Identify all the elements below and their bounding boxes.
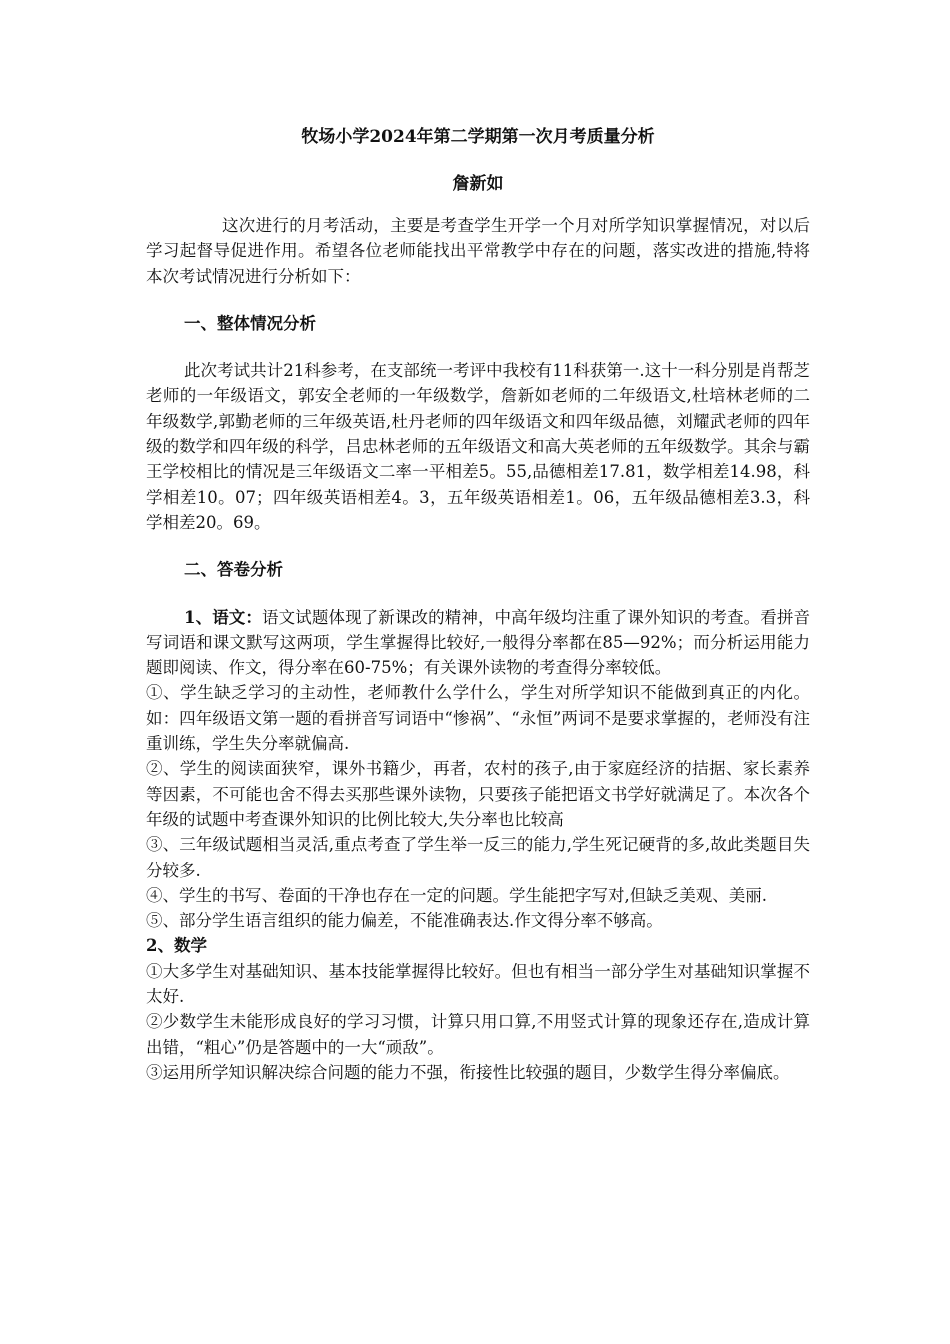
math-heading: 2、数学 (146, 936, 207, 956)
chinese-analysis-paragraph (146, 605, 810, 681)
author-name: 詹新如 (452, 174, 504, 194)
math-point-2: ②少数学生未能形成良好的学习习惯，计算只用口算,不用竖式计算的现象还存在,造成计算出错，“粗心”仍是答题中的一大“顽敌”。 (146, 1012, 810, 1057)
intro-paragraph: 这次进行的月考活动，主要是考查学生开学一个月对所学知识掌握情况，对以后学习起督导促进作用。希望各位老师能找出平常教学中存在的问题，落实改进的措施,特将本次考试情况进行分析如下： (146, 216, 810, 286)
document-page (146, 124, 810, 1085)
section-heading-overall: 一、整体情况分析 (184, 313, 316, 333)
chinese-point-2: ②、学生的阅读面狭窄，课外书籍少，再者，农村的孩子,由于家庭经济的拮据、家长素养等因素，不可能也舍不得去买那些课外读物，只要孩子能把语文书学好就满足了。本次各个年级的试题中考查课外知识的比例比较大,失分率也比较高 (146, 759, 810, 829)
chinese-body: 语文试题体现了新课改的精神，中高年级均注重了课外知识的考查。看拼音写词语和课文默写这两项，学生掌握得比较好,一般得分率都在85—92%；而分析运用能力题即阅读、作文，得分率在60-75%；有关课外读物的考查得分率较低。 (146, 607, 811, 678)
chinese-point-1: ①、学生缺乏学习的主动性，老师教什么学什么，学生对所学知识不能做到真正的内化。如：四年级语文第一题的看拼音写词语中“惨祸”、“永恒”两词不是要求掌握的，老师没有注重训练，学生失分率就偏高. (146, 683, 810, 754)
chinese-point-4: ④、学生的书写、卷面的干净也存在一定的问题。学生能把字写对,但缺乏美观、美丽. (146, 885, 767, 905)
section-heading-answer-analysis: 二、答卷分析 (184, 560, 283, 580)
math-point-3: ③运用所学知识解决综合问题的能力不强，衔接性比较强的题目，少数学生得分率偏底。 (146, 1062, 790, 1082)
overall-analysis-paragraph: 此次考试共计21科参考，在支部统一考评中我校有11科获第一.这十一科分别是肖帮芝老师的一年级语文，郭安全老师的一年级数学，詹新如老师的二年级语文,杜培林老师的二年级数学,郭勤老师的三年级英语,杜丹老师的四年级语文和四年级品德，刘耀武老师的四年级的数学和四年级的科学，吕忠林老师的五年级语文和高大英老师的五年级数学。其余与霸王学校相比的情况是三年级语文二率一平相差5。55,品德相差17.81，数学相差14.98，科学相差10。07；四年级英语相差4。3，五年级英语相差1。06，五年级品德相差3.3，科学相差20。69。 (146, 361, 810, 532)
math-point-1: ①大多学生对基础知识、基本技能掌握得比较好。但也有相当一部分学生对基础知识掌握不太好. (146, 961, 810, 1007)
chinese-point-3: ③、三年级试题相当灵活,重点考查了学生举一反三的能力,学生死记硬背的多,故此类题目失分较多. (146, 835, 810, 880)
document-title: 牧场小学2024年第二学期第一次月考质量分析 (301, 127, 655, 147)
chinese-label: 1、语文： (184, 607, 263, 627)
chinese-point-5: ⑤、部分学生语言组织的能力偏差，不能准确表达.作文得分率不够高。 (146, 911, 663, 931)
